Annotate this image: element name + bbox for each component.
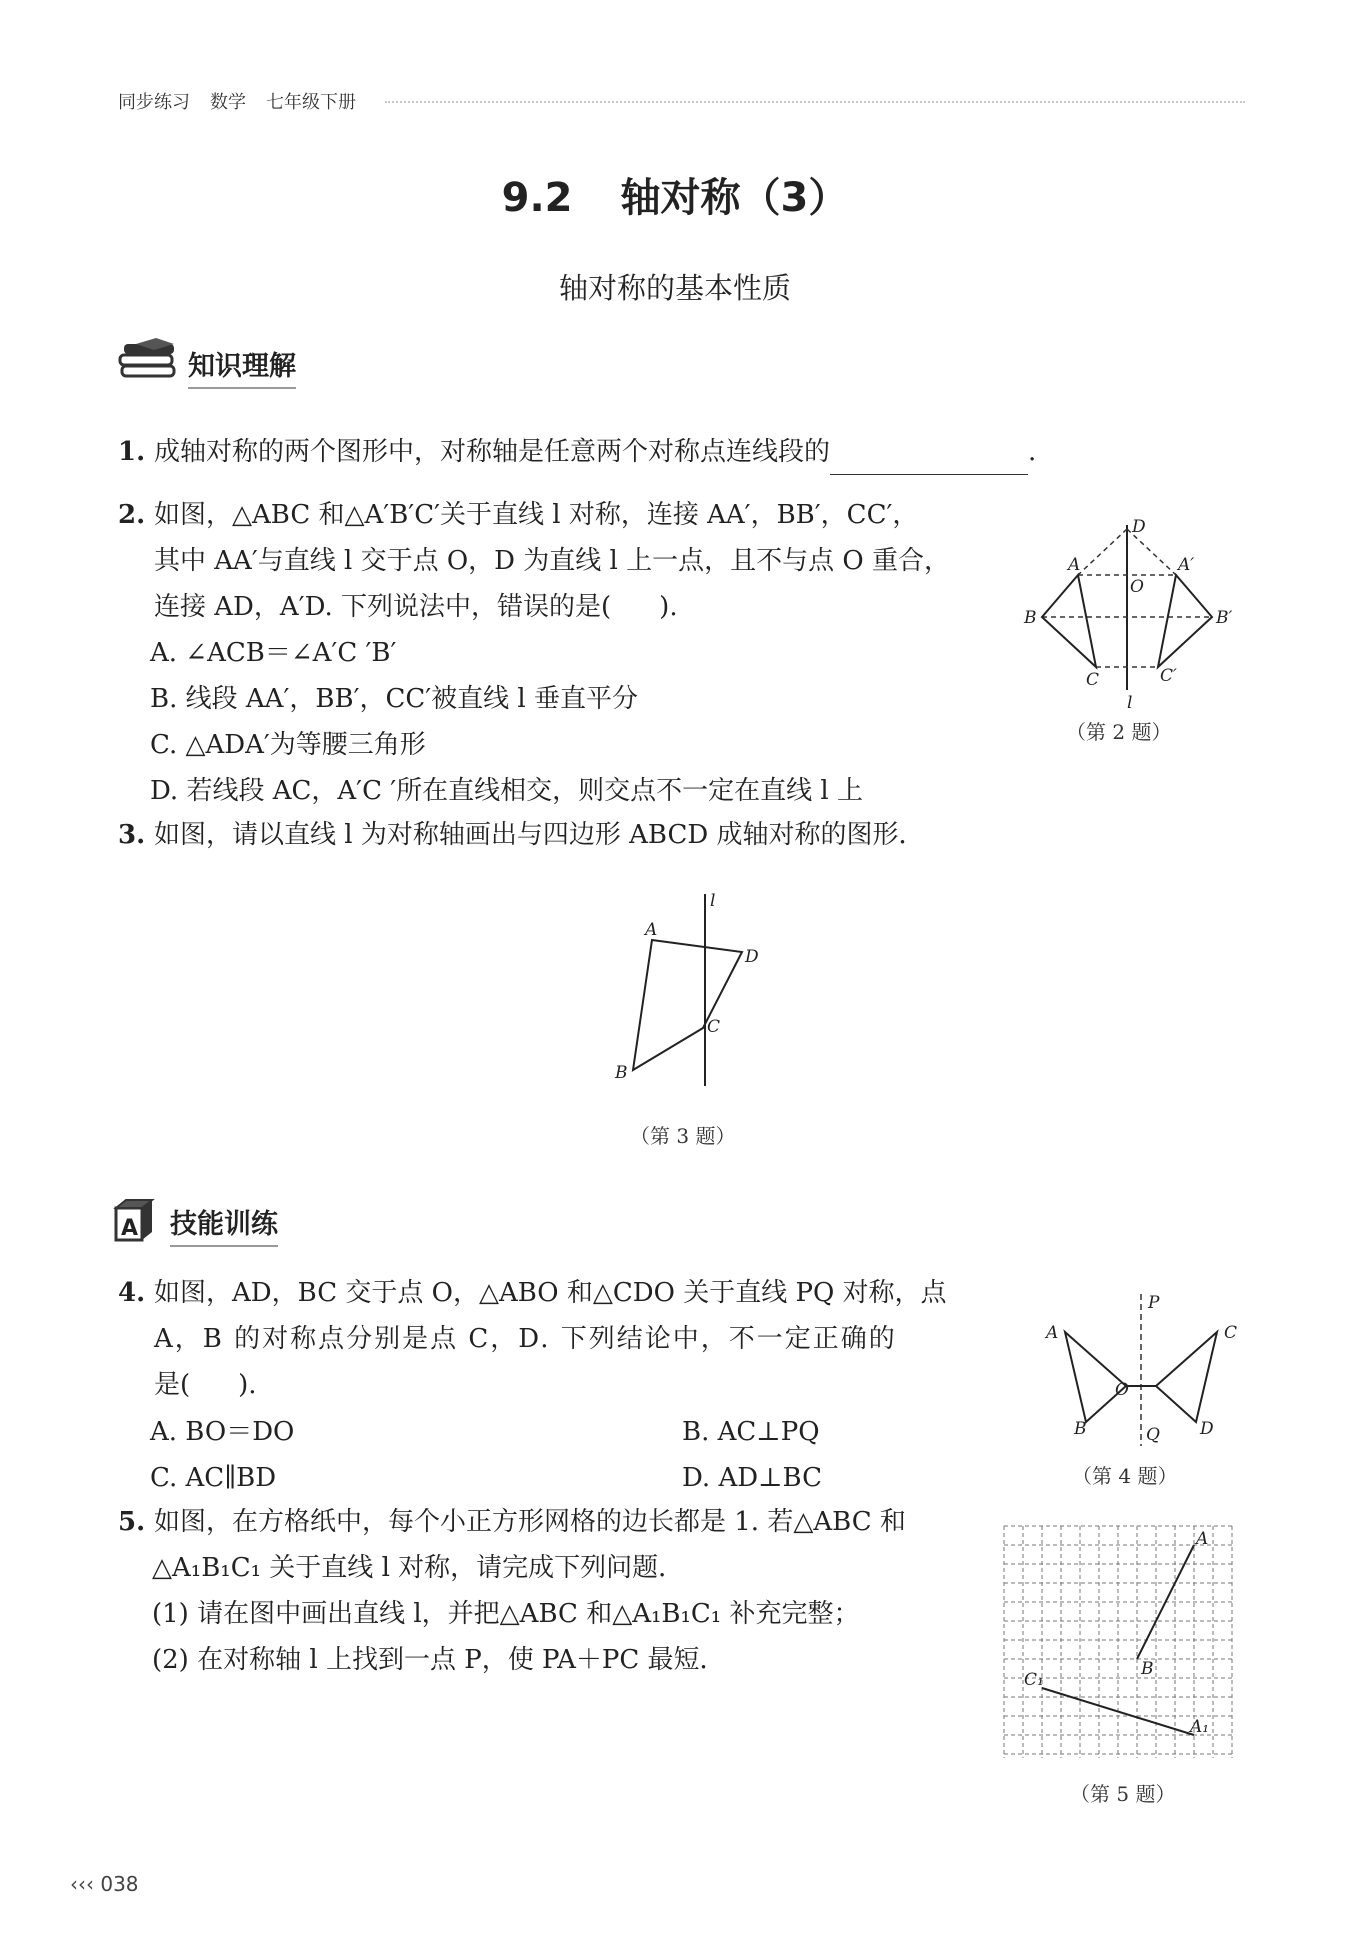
header-grade: 七年级下册 <box>266 92 356 113</box>
page-number: ‹‹‹ 038 <box>70 1872 139 1896</box>
caption-q3: （第 3 题） <box>630 1124 736 1148</box>
question-5-part-2: (2) 在对称轴 l 上找到一点 P，使 PA＋PC 最短． <box>152 1645 726 1675</box>
fig2-label-l: l <box>1127 693 1133 713</box>
figure-q4 <box>1040 1290 1250 1454</box>
fig4-label-q: Q <box>1146 1425 1160 1445</box>
fig4-label-b: B <box>1074 1419 1087 1439</box>
fig4-label-c: C <box>1224 1323 1238 1343</box>
figure-q5-grid <box>1000 1522 1240 1766</box>
question-5-part-1: (1) 请在图中画出直线 l，并把△ABC 和△A₁B₁C₁ 补充完整； <box>152 1599 860 1629</box>
fig3-label-a: A <box>645 920 658 940</box>
header-book: 同步练习 <box>118 92 190 113</box>
option-c: C. △ADA′为等腰三角形 <box>150 730 426 760</box>
header-subject: 数学 <box>210 92 246 113</box>
svg-text:A: A <box>121 1216 139 1241</box>
fig2-label-o: O <box>1130 577 1144 597</box>
fig5-label-c1: C₁ <box>1024 1670 1044 1690</box>
fig3-label-c: C <box>707 1017 721 1037</box>
header-divider <box>385 101 1245 103</box>
option-b: B. AC⊥PQ <box>682 1417 820 1447</box>
caption-q4: （第 4 题） <box>1072 1464 1178 1488</box>
section-title: 轴对称（3） <box>620 175 849 221</box>
section-knowledge-title: 知识理解 <box>188 344 296 389</box>
caption-q5: （第 5 题） <box>1070 1782 1176 1806</box>
page-title <box>0 166 1350 223</box>
fig2-label-b: B <box>1024 608 1037 628</box>
question-1: 1. 成轴对称的两个图形中，对称轴是任意两个对称点连线段的 . <box>118 429 1036 475</box>
fig2-label-c: C <box>1086 670 1100 690</box>
fig5-label-a1: A₁ <box>1190 1717 1210 1737</box>
fig5-label-a: A <box>1196 1529 1209 1549</box>
fig4-label-p: P <box>1148 1293 1160 1313</box>
option-d: D. 若线段 AC，A′C ′所在直线相交，则交点不一定在直线 l 上 <box>150 776 863 806</box>
option-a: A. BO＝DO <box>150 1417 295 1447</box>
fig2-label-d: D <box>1132 517 1146 537</box>
option-c: C. AC∥BD <box>150 1463 277 1493</box>
figure-q3 <box>605 888 765 1092</box>
fig2-label-a: A <box>1068 555 1081 575</box>
caption-q2: （第 2 题） <box>1066 720 1172 744</box>
section-skills-title: 技能训练 <box>170 1202 278 1247</box>
question-2: 2. 如图，△ABC 和△A′B′C′关于直线 l 对称，连接 AA′，BB′，CC′， 其中 AA′与直线 l 交于点 O，D 为直线 l 上一点，且不与点 O 重合， 连接 AD，A′D. 下列说法中，错误的是( ). A. ∠ACB＝∠A′C ′B′ B. 线段 AA′，BB′，CC′被直线 l 垂直平分 C. △ADA′为等腰三角形 D. 若线段 AC，A′C ′所在直线相交，则交点不一定在直线 l 上 <box>118 492 950 814</box>
question-5: 5. 如图，在方格纸中，每个小正方形网格的边长都是 1. 若△ABC 和 △A₁B₁C₁ 关于直线 l 对称，请完成下列问题． (1) 请在图中画出直线 l，并把△ABC 和△A₁B₁C₁ 补充完整； (2) 在对称轴 l 上找到一点 P，使 PA＋PC 最短． <box>118 1499 906 1683</box>
fig4-label-d: D <box>1200 1419 1214 1439</box>
fig5-label-b: B <box>1141 1659 1154 1679</box>
fig3-label-b: B <box>615 1063 628 1083</box>
fig4-label-o: O <box>1115 1380 1129 1400</box>
option-a: A. ∠ACB＝∠A′C ′B′ <box>150 638 397 668</box>
books-icon <box>116 338 180 388</box>
figure-q2 <box>1010 515 1245 719</box>
running-header <box>118 88 376 114</box>
option-b: B. 线段 AA′，BB′，CC′被直线 l 垂直平分 <box>150 684 639 714</box>
page-subtitle: 轴对称的基本性质 <box>558 271 791 305</box>
question-4: 4. 如图，AD，BC 交于点 O，△ABO 和△CDO 关于直线 PQ 对称，点 A，B 的对称点分别是点 C，D. 下列结论中，不一定正确的 是( ). <box>118 1278 947 1400</box>
question-3: 3. 如图，请以直线 l 为对称轴画出与四边形 ABCD 成轴对称的图形． <box>118 820 925 850</box>
fig3-label-l: l <box>710 891 716 911</box>
option-d: D. AD⊥BC <box>682 1463 823 1493</box>
section-number: 9.2 <box>501 175 573 221</box>
answer-blank[interactable] <box>830 444 1028 475</box>
fig2-label-a-prime: A′ <box>1178 555 1195 575</box>
fig2-label-c-prime: C′ <box>1160 666 1177 686</box>
fig4-label-a: A <box>1046 1323 1059 1343</box>
cube-icon <box>112 1196 162 1248</box>
fig3-label-d: D <box>745 947 759 967</box>
fig2-label-b-prime: B′ <box>1216 608 1233 628</box>
